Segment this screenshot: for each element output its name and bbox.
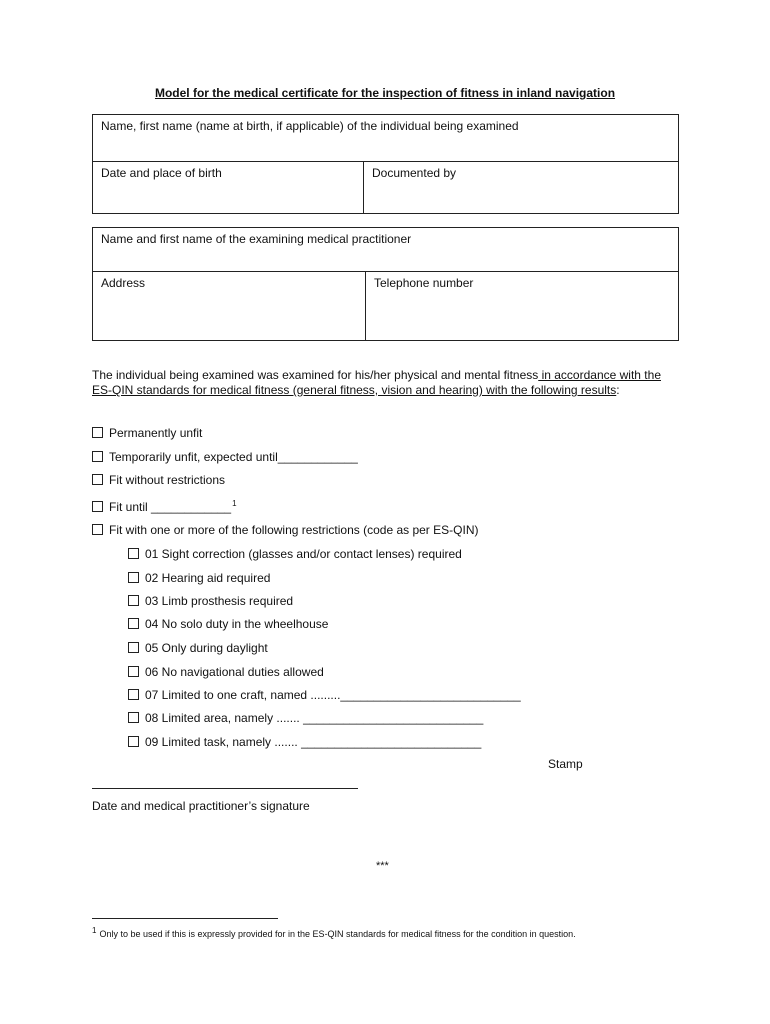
checkbox-icon[interactable] — [128, 595, 139, 606]
checkbox-icon[interactable] — [128, 689, 139, 700]
restriction-label: 01 Sight correction (glasses and/or contact lenses) required — [145, 547, 462, 561]
date-place-of-birth-field[interactable] — [93, 162, 363, 213]
checkbox-icon[interactable] — [128, 666, 139, 677]
checkbox-icon[interactable] — [128, 618, 139, 629]
examinee-name-label: Name, first name (name at birth, if applicable) of the individual being examined — [101, 119, 519, 133]
section-separator: *** — [376, 860, 389, 872]
restriction-02-hearing-aid[interactable] — [128, 571, 270, 585]
restriction-label: 04 No solo duty in the wheelhouse — [145, 617, 329, 631]
restriction-03-limb-prosthesis[interactable] — [128, 594, 293, 608]
restriction-label: 05 Only during daylight — [145, 641, 268, 655]
restriction-label: 03 Limb prosthesis required — [145, 594, 294, 608]
checkbox-icon[interactable] — [128, 572, 139, 583]
signature-label: Date and medical practitioner’s signature — [92, 799, 310, 813]
practitioner-name-label: Name and first name of the examining medical practitioner — [101, 232, 412, 246]
restriction-label: 07 Limited to one craft, named .........___________________________ — [145, 688, 521, 702]
checkbox-icon[interactable] — [128, 712, 139, 723]
restriction-01-sight-correction[interactable] — [128, 547, 462, 561]
restriction-label: 06 No navigational duties allowed — [145, 665, 324, 679]
checkbox-icon[interactable] — [92, 501, 103, 512]
footnote-separator-line — [92, 918, 278, 919]
date-place-of-birth-label: Date and place of birth — [101, 166, 222, 180]
option-label: Temporarily unfit, expected until____________ — [109, 450, 358, 464]
restriction-07-limited-craft[interactable] — [128, 688, 521, 702]
restriction-09-limited-task[interactable] — [128, 735, 481, 749]
option-label: Fit without restrictions — [109, 473, 226, 487]
checkbox-icon[interactable] — [92, 474, 103, 485]
checkbox-icon[interactable] — [128, 642, 139, 653]
footnote-mark: 1 — [92, 926, 97, 935]
intro-colon: : — [616, 383, 620, 397]
restriction-06-no-navigational-duties[interactable] — [128, 665, 324, 679]
restriction-label: 02 Hearing aid required — [145, 571, 271, 585]
option-temporarily-unfit[interactable] — [92, 450, 358, 464]
telephone-field[interactable] — [366, 272, 678, 340]
restriction-label: 08 Limited area, namely ....... ___________________________ — [145, 711, 484, 725]
documented-by-field[interactable] — [364, 162, 678, 213]
restriction-05-daylight-only[interactable] — [128, 641, 268, 655]
intro-text: The individual being examined was examined for his/her physical and mental fitness — [92, 368, 539, 382]
page-title: Model for the medical certificate for the inspection of fitness in inland navigation — [154, 86, 616, 100]
checkbox-icon[interactable] — [92, 524, 103, 535]
examinee-box — [92, 114, 679, 214]
practitioner-name-field[interactable] — [93, 228, 678, 271]
option-label: Fit until ____________ — [109, 500, 232, 514]
checkbox-icon[interactable] — [128, 736, 139, 747]
footnote-reference: 1 — [232, 499, 237, 508]
option-label: Fit with one or more of the following restrictions (code as per ES-QIN) — [109, 523, 479, 537]
option-fit-until[interactable] — [92, 499, 237, 514]
restriction-08-limited-area[interactable] — [128, 711, 483, 725]
practitioner-box — [92, 227, 679, 341]
stamp-label: Stamp — [548, 757, 583, 771]
option-label: Permanently unfit — [109, 426, 203, 440]
checkbox-icon[interactable] — [128, 548, 139, 559]
address-label: Address — [101, 276, 146, 290]
telephone-label: Telephone number — [374, 276, 474, 290]
restriction-04-no-solo-duty[interactable] — [128, 617, 328, 631]
checkbox-icon[interactable] — [92, 427, 103, 438]
documented-by-label: Documented by — [372, 166, 457, 180]
signature-line[interactable] — [92, 788, 358, 789]
option-permanently-unfit[interactable] — [92, 426, 202, 440]
intro-underlined-text: in accordance with the ES-QIN standards for medical fitness (general fitness, vision and hearing) with the following results — [92, 368, 661, 397]
intro-paragraph — [92, 368, 682, 398]
examinee-name-field[interactable] — [93, 115, 678, 161]
option-fit-without-restrictions[interactable] — [92, 473, 225, 487]
restriction-label: 09 Limited task, namely ....... ___________________________ — [145, 735, 482, 749]
footnote-text: Only to be used if this is expressly provided for in the ES-QIN standards for medical fitness for the condition in question. — [99, 929, 576, 939]
footnote — [92, 926, 576, 939]
option-fit-with-restrictions[interactable] — [92, 523, 478, 537]
checkbox-icon[interactable] — [92, 451, 103, 462]
address-field[interactable] — [93, 272, 365, 340]
